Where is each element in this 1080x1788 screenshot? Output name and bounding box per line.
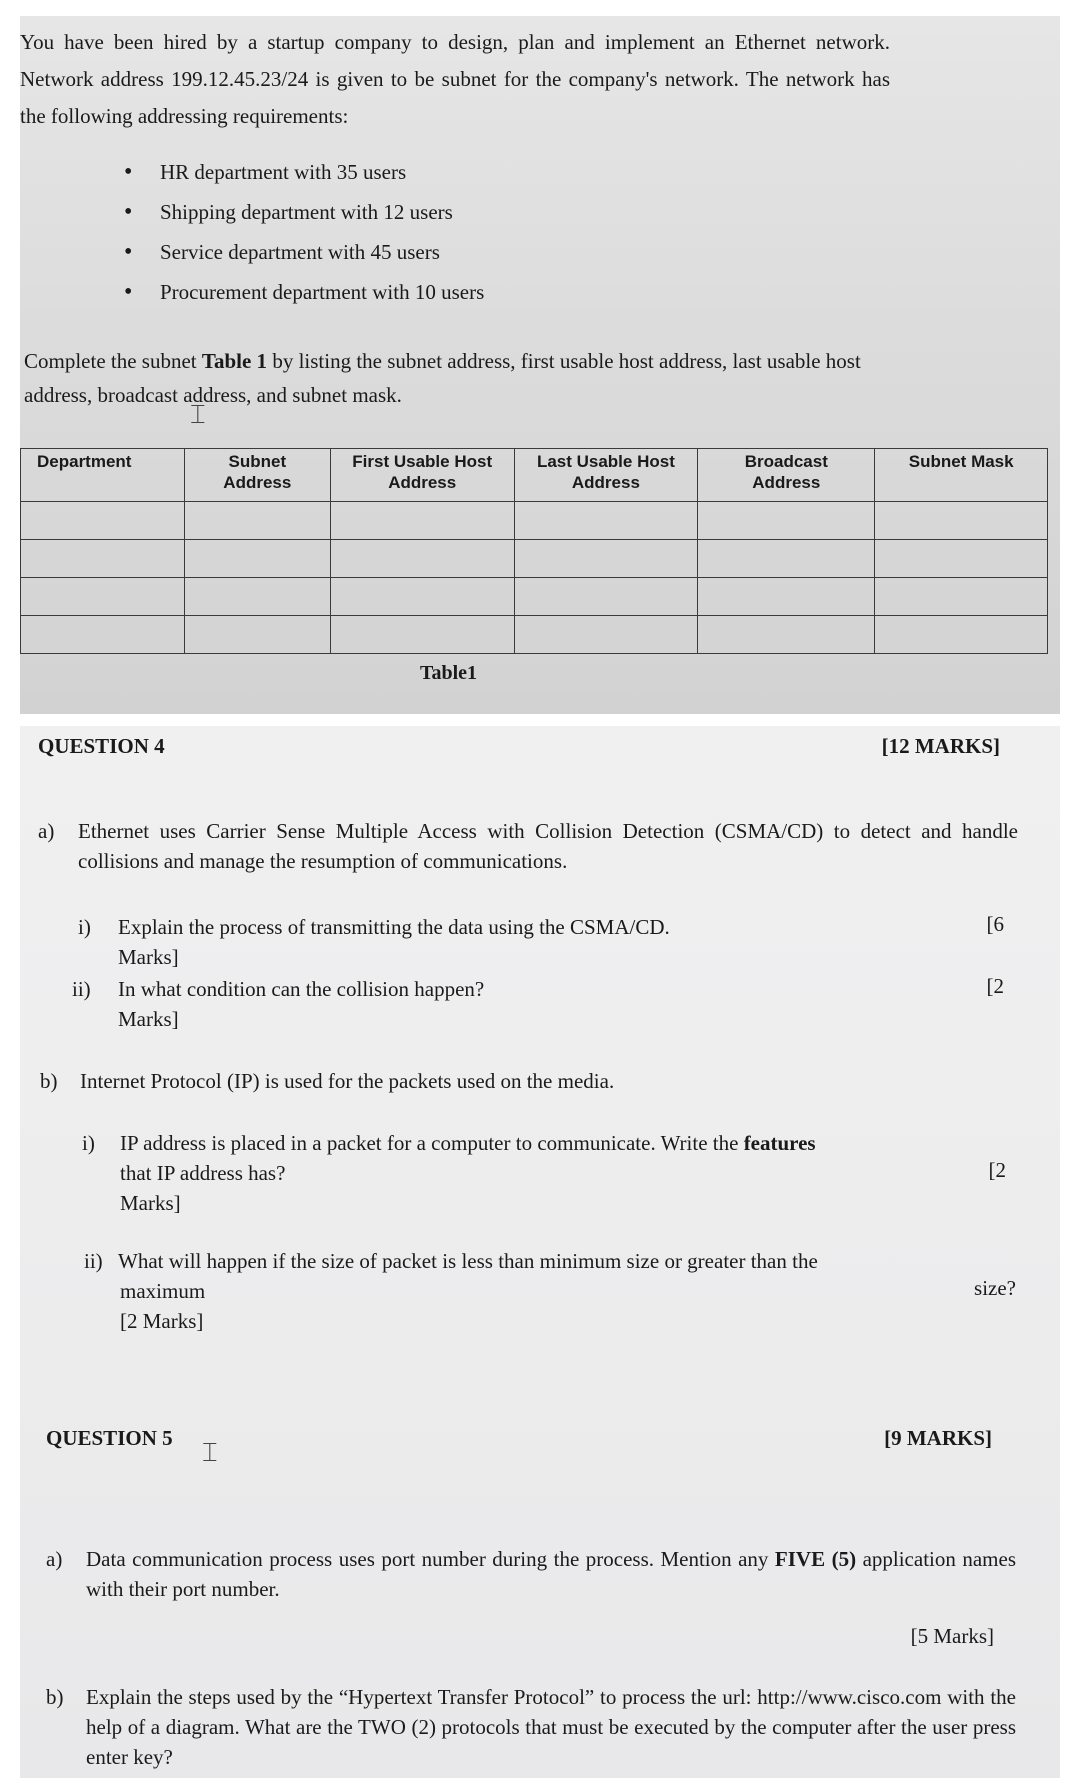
instruction-text: Complete the subnet Table 1 by listing the subnet address, first usable host address, last usable host address, broadcast address, and subnet mask. <box>24 349 861 407</box>
table-cell <box>330 578 514 616</box>
table-cell <box>184 502 330 540</box>
q4-a-label: a) <box>38 819 55 843</box>
question-4-marks: [12 MARKS] <box>881 734 1000 758</box>
list-item: • Procurement department with 10 users <box>124 272 484 312</box>
table-cell <box>875 578 1048 616</box>
intro-paragraph: You have been hired by a startup company to design, plan and implement an Ethernet network. Network address 199.12.45.23/24 is given to be subnet for the company's network. The network has the following addressing requirements: <box>20 30 890 128</box>
q4-a-i-marks-cont: Marks] <box>118 945 179 969</box>
questions-4-5-panel <box>20 726 1060 1778</box>
question-3-panel <box>20 16 1060 714</box>
table-cell <box>184 616 330 654</box>
q5-a-text: Data communication process uses port number during the process. Mention any FIVE (5) application names with their port number. <box>86 1547 1016 1601</box>
table-cell <box>184 578 330 616</box>
q4-b-ii-word: maximum <box>120 1279 206 1303</box>
q4-a-i-label: i) <box>78 915 91 939</box>
subnet-table <box>20 448 1048 654</box>
q5-a-marks: [5 Marks] <box>910 1624 994 1648</box>
q4-b-ii-label: ii) <box>84 1249 103 1273</box>
table-cell <box>514 578 698 616</box>
table-cell <box>21 578 185 616</box>
q4-a-ii-marks: [2 <box>986 974 1004 998</box>
q4-a-i-marks: [6 <box>986 912 1004 936</box>
table-cell <box>21 616 185 654</box>
q5-a-label: a) <box>46 1547 63 1571</box>
table-row <box>21 502 1048 540</box>
q4-b-i-marks: [2 <box>988 1158 1006 1182</box>
q4-a-text: Ethernet uses Carrier Sense Multiple Access with Collision Detection (CSMA/CD) to detect and handle collisions and manage the resumption of communications. <box>78 819 1018 873</box>
q4-b-i-label: i) <box>82 1131 95 1155</box>
q4-b-ii-marks: [2 Marks] <box>120 1309 204 1333</box>
list-item: • Service department with 45 users <box>124 232 484 272</box>
table-cell <box>514 616 698 654</box>
table-cell <box>330 616 514 654</box>
text-cursor-icon: ⌶ <box>190 400 206 430</box>
q4-a-ii-text: In what condition can the collision happen? <box>118 977 485 1001</box>
table-cell <box>875 616 1048 654</box>
q4-a-i-text: Explain the process of transmitting the data using the CSMA/CD. <box>118 915 670 939</box>
header-first-usable-host: First Usable Host Address <box>330 449 514 502</box>
q4-a-ii-marks-cont: Marks] <box>118 1007 179 1031</box>
q4-b-ii-text: What will happen if the size of packet is less than minimum size or greater than the <box>118 1249 818 1273</box>
table-cell <box>698 578 875 616</box>
q4-b-text: Internet Protocol (IP) is used for the packets used on the media. <box>80 1069 615 1093</box>
table-cell <box>698 616 875 654</box>
q4-b-i-text: IP address is placed in a packet for a computer to communicate. Write the features <box>120 1131 816 1155</box>
question-5-marks: [9 MARKS] <box>884 1426 992 1450</box>
header-department: Department <box>21 449 185 502</box>
table-cell <box>875 540 1048 578</box>
table-cell <box>330 540 514 578</box>
q4-a-ii-label: ii) <box>72 977 91 1001</box>
table-cell <box>514 502 698 540</box>
table-cell <box>875 502 1048 540</box>
q4-b-i-text-cont: that IP address has? <box>120 1161 286 1185</box>
question-4-title: QUESTION 4 <box>38 734 165 758</box>
table-row <box>21 540 1048 578</box>
header-subnet-mask: Subnet Mask <box>875 449 1048 502</box>
requirements-list <box>124 152 484 312</box>
table-header-row <box>21 449 1048 502</box>
table-row <box>21 616 1048 654</box>
table-row <box>21 578 1048 616</box>
list-item: • HR department with 35 users <box>124 152 484 192</box>
q4-b-ii-word-end: size? <box>974 1276 1016 1300</box>
text-cursor-icon: ⌶ <box>202 1438 218 1468</box>
header-broadcast-address: Broadcast Address <box>698 449 875 502</box>
q4-b-i-marks-cont: Marks] <box>120 1191 181 1215</box>
q5-b-label: b) <box>46 1685 64 1709</box>
table-cell <box>514 540 698 578</box>
table-cell <box>21 540 185 578</box>
table-cell <box>330 502 514 540</box>
table-cell <box>184 540 330 578</box>
header-last-usable-host: Last Usable Host Address <box>514 449 698 502</box>
table-caption: Table1 <box>420 662 478 684</box>
list-item: • Shipping department with 12 users <box>124 192 484 232</box>
table-cell <box>21 502 185 540</box>
table-cell <box>698 540 875 578</box>
table-cell <box>698 502 875 540</box>
header-subnet-address: Subnet Address <box>184 449 330 502</box>
q5-b-text: Explain the steps used by the “Hypertext Transfer Protocol” to process the url: http://www.cisco.com with the help of a diagram. What are the TWO (2) protocols that must be executed by the computer after the user press enter key? <box>86 1685 1016 1769</box>
q4-b-label: b) <box>40 1069 58 1093</box>
question-5-title: QUESTION 5 <box>46 1426 173 1450</box>
